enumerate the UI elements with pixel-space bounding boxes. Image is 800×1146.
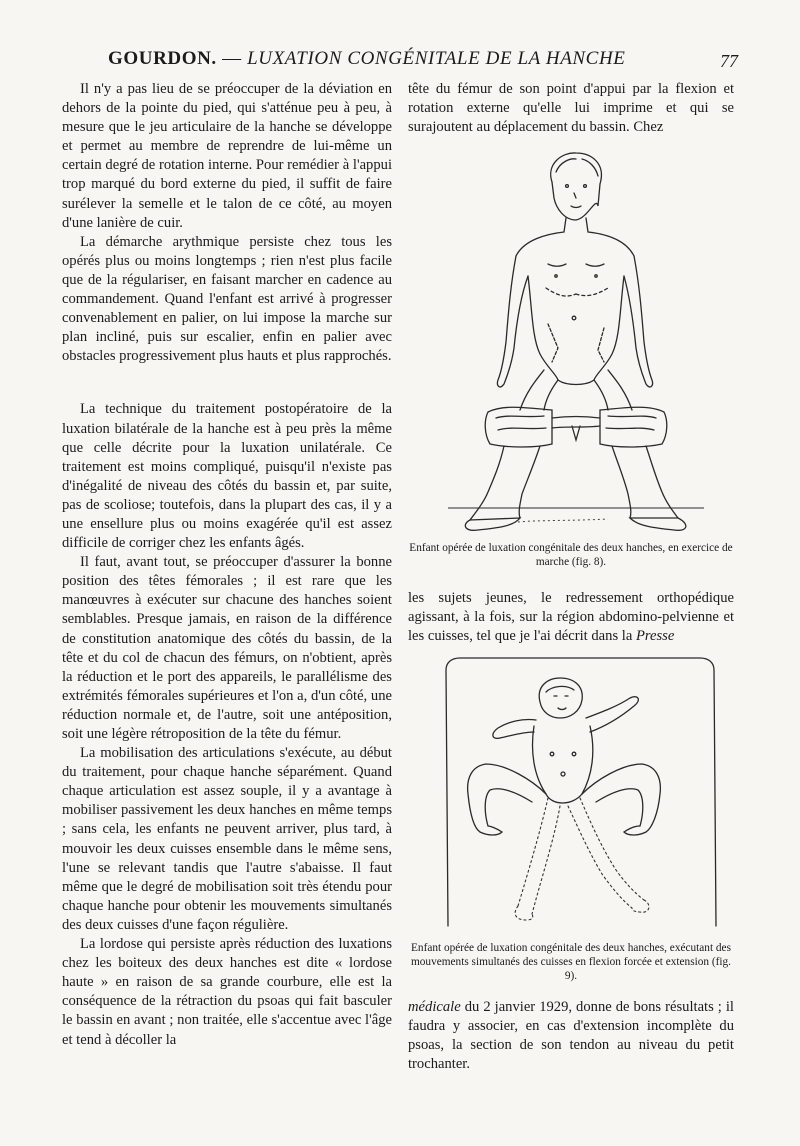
figure-9-illustration bbox=[436, 656, 724, 936]
title-dash: — bbox=[222, 48, 242, 69]
paragraph: Il faut, avant tout, se préoccuper d'assurer la bonne position des têtes fémorales ; il est rare que les manœuvres à exécuter sur chacune des hanches soient semblables. Presque jamais, en raison de la différence de constitution anatomique des côtés du bassin, de la tête et du col de chacun des fémurs, on n'obtient, après la réduction et le port des appareils, le parallélisme des extrémités fémorales supérieures et l'on a, d'un côté, une réduction normale et, de l'autre, soit une antéposition, soit une légère rétroposition de la tête du fémur. bbox=[62, 554, 392, 742]
figure-9-caption: Enfant opérée de luxation congénitale des deux hanches, exécutant des mouvements simultanés des cuisses en flexion forcée et extension (fig. 9). bbox=[411, 942, 731, 982]
paragraph-text: du 2 janvier 1929, donne de bons résultats ; il faudra y associer, en cas d'extension incomplète du psoas, la section de son tendon au niveau du petit trochanter. bbox=[408, 999, 734, 1073]
paragraph: La mobilisation des articulations s'exécute, au début du traitement, pour chaque hanche séparément. Quand chaque articulation est assez souple, il y a avantage à mobiliser passivement les deux hanches en même temps ; sans cela, les enfants ne peuvent arriver, plus tard, à mouvoir les deux cuisses ensemble dans le même sens, l'une se relevant tandis que l'autre s'abaisse. Il faut même que le degré de mobilisation soit très étendu pour chaque hanche pour obtenir les mouvements simultanés des deux cuisses d'une façon régulière. bbox=[62, 745, 392, 933]
right-column-bottom bbox=[408, 998, 734, 1074]
right-column-middle bbox=[408, 589, 734, 646]
paragraph-text: les sujets jeunes, le redressement orthopédique agissant, à la fois, sur la région abdomino-pelvienne et les cuisses, tel que je l'ai décrit dans la bbox=[408, 590, 734, 645]
paragraph: La lordose qui persiste après réduction des luxations chez les boiteux des deux hanches est dite « lordose haute » en raison de sa grande courbure, elle est la conséquence de la rétraction du psoas qui fait basculer le bassin en avant ; non traitée, elle s'accentue avec l'âge et tend à décoller la bbox=[62, 936, 392, 1048]
figure-8-illustration bbox=[448, 148, 704, 532]
author-name: GOURDON. bbox=[108, 48, 217, 69]
running-title bbox=[108, 48, 625, 70]
journal-name-continued: médicale bbox=[408, 999, 461, 1015]
paragraph: Il n'y a pas lieu de se préoccuper de la déviation en dehors de la pointe du pied, qui s'atténue peu à peu, à mesure que le jeu articulaire de la hanche se développe et permet au membre de reprendre de lui-même un certain degré de rotation interne. Pour remédier à l'appui trop marqué du bord externe du pied, il suffit de faire surélever la semelle et le talon de ce côté, au moyen d'une lanière de cuir. bbox=[62, 81, 392, 231]
left-column bbox=[62, 80, 392, 1050]
figure-8-caption: Enfant opérée de luxation congénitale des deux hanches, en exercice de marche (fig. 8). bbox=[409, 542, 733, 568]
journal-name: Presse bbox=[635, 628, 675, 645]
paragraph bbox=[408, 589, 734, 646]
paragraph bbox=[408, 998, 734, 1074]
article-title: LUXATION CONGÉNITALE DE LA HANCHE bbox=[247, 48, 626, 69]
page-number: 77 bbox=[720, 51, 738, 71]
paragraph: tête du fémur de son point d'appui par la flexion et rotation externe qu'elle lui imprime et qui se surajoutent au déplacement du bassin. Chez bbox=[408, 81, 734, 136]
running-header bbox=[108, 48, 738, 74]
paragraph: La démarche arythmique persiste chez tous les opérés plus ou moins longtemps ; rien n'est plus facile que de la régulariser, en faisant marcher en cadence au commandement. Quand l'enfant est arrivé à progresser convenablement en palier, on lui impose la marche sur plan incliné, puis sur escalier, enfin en palier avec obstacles progressivement plus hauts et plus rapprochés. bbox=[62, 233, 392, 365]
paragraph: La technique du traitement postopératoire de la luxation bilatérale de la hanche est à peu près la même que celle décrite pour la luxation unilatérale. Ce traitement est moins compliqué, puisqu'il n'existe pas d'inégalité de niveau des côtés du bassin et, par suite, pas de scoliose; toutefois, dans la plupart des cas, il y a une ensellure plus ou moins exagérée qu'il est assez difficile de corriger chez les enfants âgés. bbox=[62, 401, 392, 552]
right-column-top bbox=[408, 80, 734, 137]
